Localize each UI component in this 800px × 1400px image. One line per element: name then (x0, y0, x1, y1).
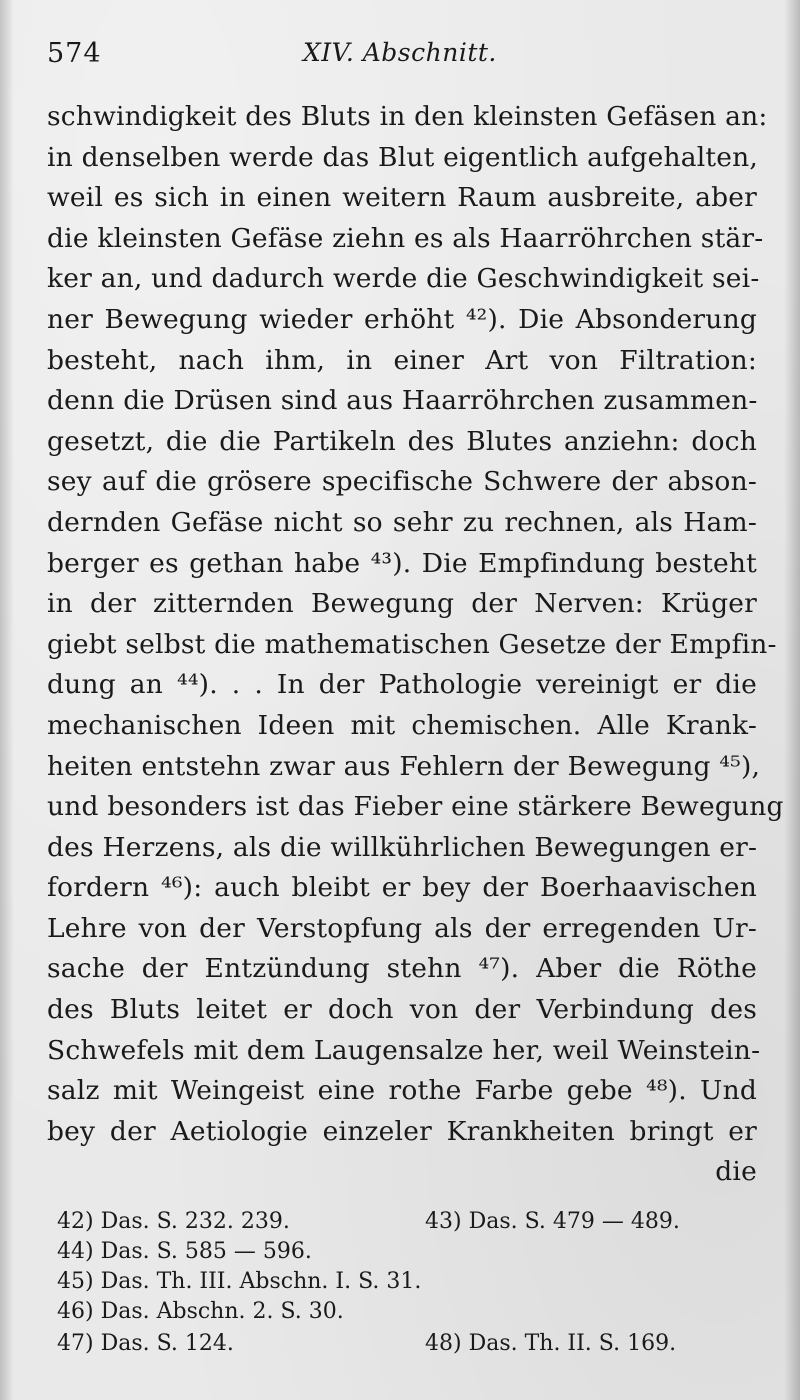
text-line: gesetzt, die die Partikeln des Blutes anziehn: doch (47, 425, 757, 457)
footnotes (57, 1207, 737, 1361)
footnote-44: 44) Das. S. 585 — 596. (57, 1239, 312, 1264)
text-line: Lehre von der Verstopfung als der erregenden Ur- (47, 912, 757, 944)
text-line: berger es gethan habe ⁴³). Die Empfindung besteht (47, 547, 757, 579)
text-line: ner Bewegung wieder erhöht ⁴²). Die Absonderung (47, 303, 757, 335)
text-line: fordern ⁴⁶): auch bleibt er bey der Boerhaavischen (47, 872, 757, 904)
text-line: in der zitternden Bewegung der Nerven: Krüger (47, 588, 757, 620)
running-head: XIV. Abschnitt. (303, 38, 497, 67)
text-line: salz mit Weingeist eine rothe Farbe gebe ⁴⁸). Und (47, 1075, 757, 1107)
text-line: in denselben werde das Blut eigentlich aufgehalten, (47, 141, 759, 173)
text-line: schwindigkeit des Bluts in den kleinsten Gefäsen an: (47, 101, 768, 132)
text-line: dernden Gefäse nicht so sehr zu rechnen, als Ham- (47, 506, 757, 538)
page-number: 574 (47, 38, 102, 69)
catchword: die (715, 1156, 757, 1188)
text-line: bey der Aetiologie einzeler Krankheiten bringt er (47, 1115, 757, 1147)
footnote-47: 47) Das. S. 124. (57, 1331, 234, 1356)
footnote-row (57, 1267, 737, 1297)
text-line: weil es sich in einen weitern Raum ausbreite, aber (47, 182, 757, 214)
text-line: Schwefels mit dem Laugensalze her, weil Weinstein- (47, 1034, 761, 1066)
text-line: sache der Entzündung stehn ⁴⁷). Aber die Röthe (47, 953, 757, 985)
text-line: und besonders ist das Fieber eine stärkere Bewegung (47, 791, 784, 823)
footnote-45: 45) Das. Th. III. Abschn. I. S. 31. (57, 1269, 422, 1294)
text-line: sey auf die grösere specifische Schwere der abson- (47, 466, 757, 498)
page-right-shadow (784, 0, 800, 1400)
footnote-46: 46) Das. Abschn. 2. S. 30. (57, 1299, 344, 1324)
text-line: denn die Drüsen sind aus Haarröhrchen zusammen- (47, 385, 758, 417)
text-line: giebt selbst die mathematischen Gesetze der Empfin- (47, 628, 777, 660)
text-line: besteht, nach ihm, in einer Art von Filtration: (47, 344, 757, 376)
footnote-row (57, 1297, 737, 1327)
text-line: dung an ⁴⁴). . . In der Pathologie vereinigt er die (47, 669, 757, 701)
text-line: die kleinsten Gefäse ziehn es als Haarröhrchen stär- (47, 222, 764, 254)
text-line: heiten entstehn zwar aus Fehlern der Bewegung ⁴⁵), (47, 750, 761, 782)
body-text (47, 97, 784, 1193)
footnote-row (57, 1327, 737, 1361)
footnote-row (57, 1207, 737, 1237)
footnote-42: 42) Das. S. 232. 239. (57, 1209, 290, 1234)
footnote-row (57, 1237, 737, 1267)
footnote-48: 48) Das. Th. II. S. 169. (425, 1331, 677, 1356)
text-line: des Herzens, als die willkührlichen Bewegungen er- (47, 831, 758, 863)
page-left-shadow (0, 0, 14, 1400)
text-line: ker an, und dadurch werde die Geschwindigkeit sei- (47, 263, 760, 295)
text-line: mechanischen Ideen mit chemischen. Alle Krank- (47, 709, 757, 741)
page-header (47, 38, 727, 78)
footnote-43: 43) Das. S. 479 — 489. (425, 1209, 680, 1234)
text-line: des Bluts leitet er doch von der Verbindung des (47, 994, 757, 1026)
